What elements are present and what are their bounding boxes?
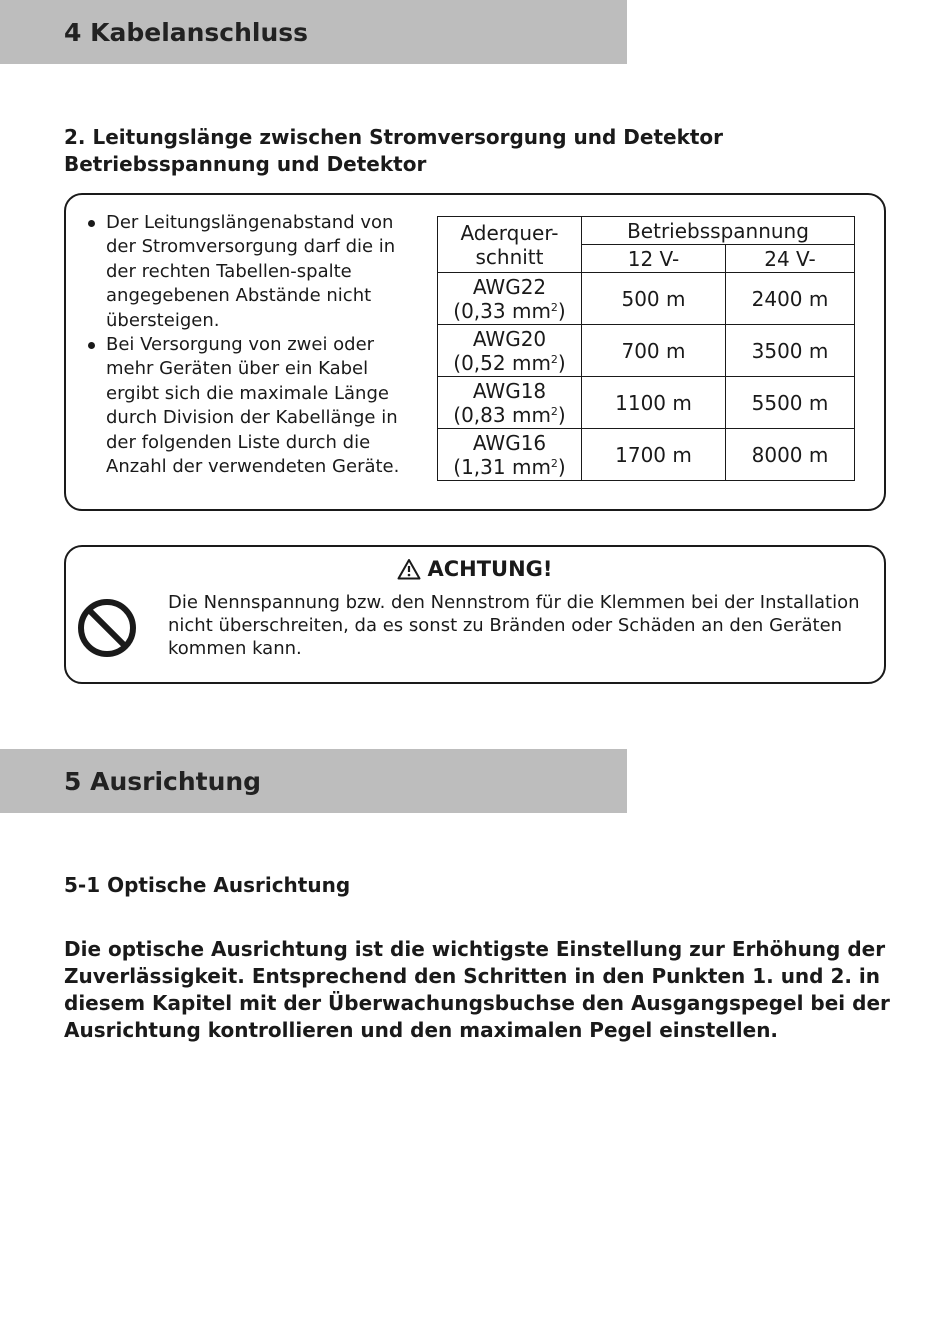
table-cell-gauge	[438, 325, 582, 377]
area-label	[438, 351, 581, 375]
section-title: 4 Kabelanschluss	[64, 17, 309, 47]
bullet-item: Bei Versorgung von zwei oder mehr Geräten über ein Kabel ergibt sich die maximale Länge durch Division der Kabellänge in der folgenden Liste durch die Anzahl der verwendeten Geräte.	[86, 333, 416, 479]
area-unit-exponent: 2	[550, 404, 558, 418]
table-row	[438, 429, 855, 481]
area-close: )	[557, 402, 566, 427]
bullet-list	[86, 211, 416, 479]
bullet-item: Der Leitungslängenabstand von der Stromversorgung darf die in der rechten Tabellen-spalte angegebenen Abstände nicht übersteigen.	[86, 211, 416, 333]
table-cell-24v: 3500 m	[726, 325, 855, 377]
awg-label: AWG22	[472, 274, 547, 299]
area-close: )	[557, 454, 566, 479]
area-close: )	[557, 298, 566, 323]
warning-triangle-icon	[397, 558, 421, 580]
section-header-4	[0, 0, 627, 64]
table-row	[438, 325, 855, 377]
prohibition-icon	[76, 597, 138, 659]
area-value: (0,83 mm	[453, 402, 551, 427]
area-value: (0,52 mm	[453, 350, 551, 375]
table-row	[438, 273, 855, 325]
body-paragraph: Die optische Ausrichtung ist die wichtigste Einstellung zur Erhöhung der Zuverlässigkeit. Entsprechend den Schritten in den Punkten 1. und 2. in diesem Kapitel mit der Überwachungsbuchse den Ausgangspegel bei der Ausrichtung kontrollieren und den maximalen Pegel einstellen.	[64, 937, 890, 1042]
area-close: )	[557, 350, 566, 375]
warning-text: Die Nennspannung bzw. den Nennstrom für die Klemmen bei der Installation nicht überschreiten, da es sonst zu Bränden oder Schäden an den Geräten kommen kann.	[168, 592, 860, 659]
cable-length-table	[437, 216, 855, 481]
area-label	[438, 403, 581, 427]
area-unit-exponent: 2	[550, 352, 558, 366]
table-cell-12v: 1700 m	[582, 429, 726, 481]
area-label	[438, 299, 581, 323]
table-header-cross-section	[438, 217, 582, 273]
area-unit-exponent: 2	[550, 300, 558, 314]
table-row	[438, 377, 855, 429]
awg-label: AWG16	[472, 430, 547, 455]
area-value: (0,33 mm	[453, 298, 551, 323]
awg-label: AWG20	[472, 326, 547, 351]
header-line: schnitt	[475, 244, 544, 269]
table-cell-12v: 1100 m	[582, 377, 726, 429]
warning-heading	[66, 557, 884, 581]
awg-label: AWG18	[472, 378, 547, 403]
table-cell-24v: 2400 m	[726, 273, 855, 325]
table-cell-gauge	[438, 429, 582, 481]
table-header-12v: 12 V-	[582, 245, 726, 273]
section-header-5	[0, 749, 627, 813]
header-line: Aderquer-	[460, 220, 559, 245]
warning-box	[64, 545, 886, 684]
warning-title: ACHTUNG!	[427, 557, 553, 581]
cable-length-box	[64, 193, 886, 511]
subheading: 2. Leitungslänge zwischen Stromversorgung und Detektor Betriebsspannung und Detektor	[64, 125, 724, 176]
table-cell-24v: 8000 m	[726, 429, 855, 481]
table-cell-gauge	[438, 273, 582, 325]
area-unit-exponent: 2	[550, 456, 558, 470]
table-header-voltage: Betriebsspannung	[582, 217, 855, 245]
table-cell-gauge	[438, 377, 582, 429]
area-value: (1,31 mm	[453, 454, 551, 479]
area-label	[438, 455, 581, 479]
table-cell-24v: 5500 m	[726, 377, 855, 429]
table-cell-12v: 700 m	[582, 325, 726, 377]
table-header-24v: 24 V-	[726, 245, 855, 273]
subsection-title: 5-1 Optische Ausrichtung	[64, 873, 351, 897]
table-cell-12v: 500 m	[582, 273, 726, 325]
section-title: 5 Ausrichtung	[64, 766, 262, 796]
